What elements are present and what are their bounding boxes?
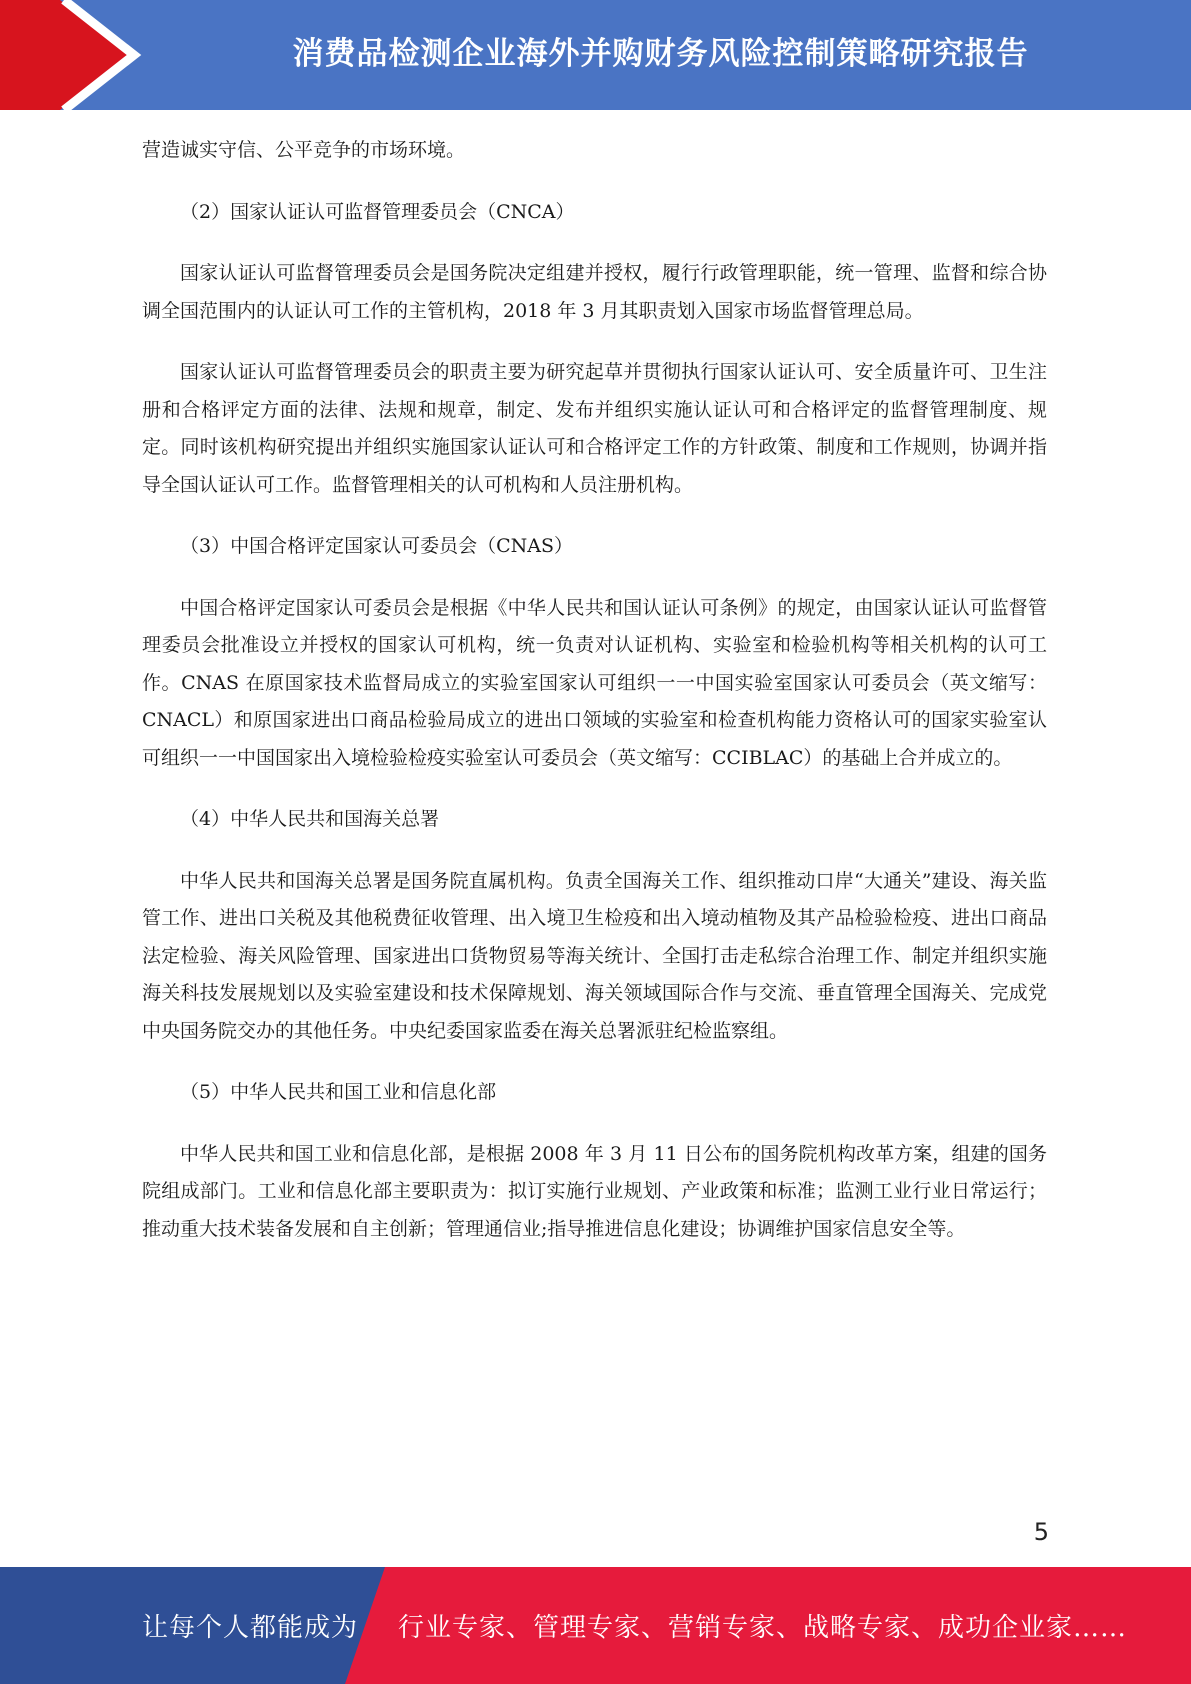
page-footer: [0, 1567, 1191, 1684]
section-heading: （2）国家认证认可监督管理委员会（CNCA）: [180, 200, 575, 223]
document-body: [142, 132, 1047, 1272]
paragraph: 国家认证认可监督管理委员会的职责主要为研究起草并贯彻执行国家认证认可、安全质量许可、卫生注册和合格评定方面的法律、法规和规章，制定、发布并组织实施认证认可和合格评定的监督管理制度、规定。同时该机构研究提出并组织实施国家认证认可和合格评定工作的方针政策、制度和工作规则，协调并指导全国认证认可工作。监督管理相关的认可机构和人员注册机构。: [142, 361, 1047, 496]
paragraph: 营造诚实守信、公平竞争的市场环境。: [142, 139, 466, 161]
paragraph: 中国合格评定国家认可委员会是根据《中华人民共和国认证认可条例》的规定，由国家认证认可监督管理委员会批准设立并授权的国家认可机构，统一负责对认证机构、实验室和检验机构等相关机构的认可工作。CNAS 在原国家技术监督局成立的实验室国家认可组织一一中国实验室国家认可委员会（英文缩写：CNACL）和原国家进出口商品检验局成立的进出口领域的实验室和检查机构能力资格认可的国家实验室认可组织一一中国国家出入境检验检疫实验室认可委员会（英文缩写：CCIBLAC）的基础上合并成立的。: [142, 596, 1047, 769]
paragraph: 国家认证认可监督管理委员会是国务院决定组建并授权，履行行政管理职能，统一管理、监督和综合协调全国范围内的认证认可工作的主管机构，2018 年 3 月其职责划入国家市场监督管理总局。: [142, 262, 1047, 322]
section-heading: （5）中华人民共和国工业和信息化部: [180, 1081, 497, 1103]
paragraph: 中华人民共和国海关总署是国务院直属机构。负责全国海关工作、组织推动口岸“大通关”建设、海关监管工作、进出口关税及其他税费征收管理、出入境卫生检疫和出入境动植物及其产品检验检疫、进出口商品法定检验、海关风险管理、国家进出口货物贸易等海关统计、全国打击走私综合治理工作、制定并组织实施海关科技发展规划以及实验室建设和技术保障规划、海关领域国际合作与交流、垂直管理全国海关、完成党中央国务院交办的其他任务。中央纪委国家监委在海关总署派驻纪检监察组。: [142, 869, 1047, 1042]
paragraph: 中华人民共和国工业和信息化部，是根据 2008 年 3 月 11 日公布的国务院机构改革方案，组建的国务院组成部门。工业和信息化部主要职责为：拟订实施行业规划、产业政策和标准；监测工业行业日常运行；推动重大技术装备发展和自主创新；管理通信业;指导推进信息化建设；协调维护国家信息安全等。: [142, 1142, 1047, 1240]
page-header: [0, 0, 1191, 110]
section-heading: （4）中华人民共和国海关总署: [180, 808, 440, 830]
section-heading: （3）中国合格评定国家认可委员会（CNAS）: [180, 535, 573, 557]
page-number: 5: [1033, 1518, 1049, 1546]
footer-slogan: 让每个人都能成为: [142, 1613, 359, 1643]
footer-tagline: 行业专家、管理专家、营销专家、战略专家、成功企业家……: [398, 1613, 1128, 1643]
document-title: 消费品检测企业海外并购财务风险控制策略研究报告: [292, 35, 1029, 72]
